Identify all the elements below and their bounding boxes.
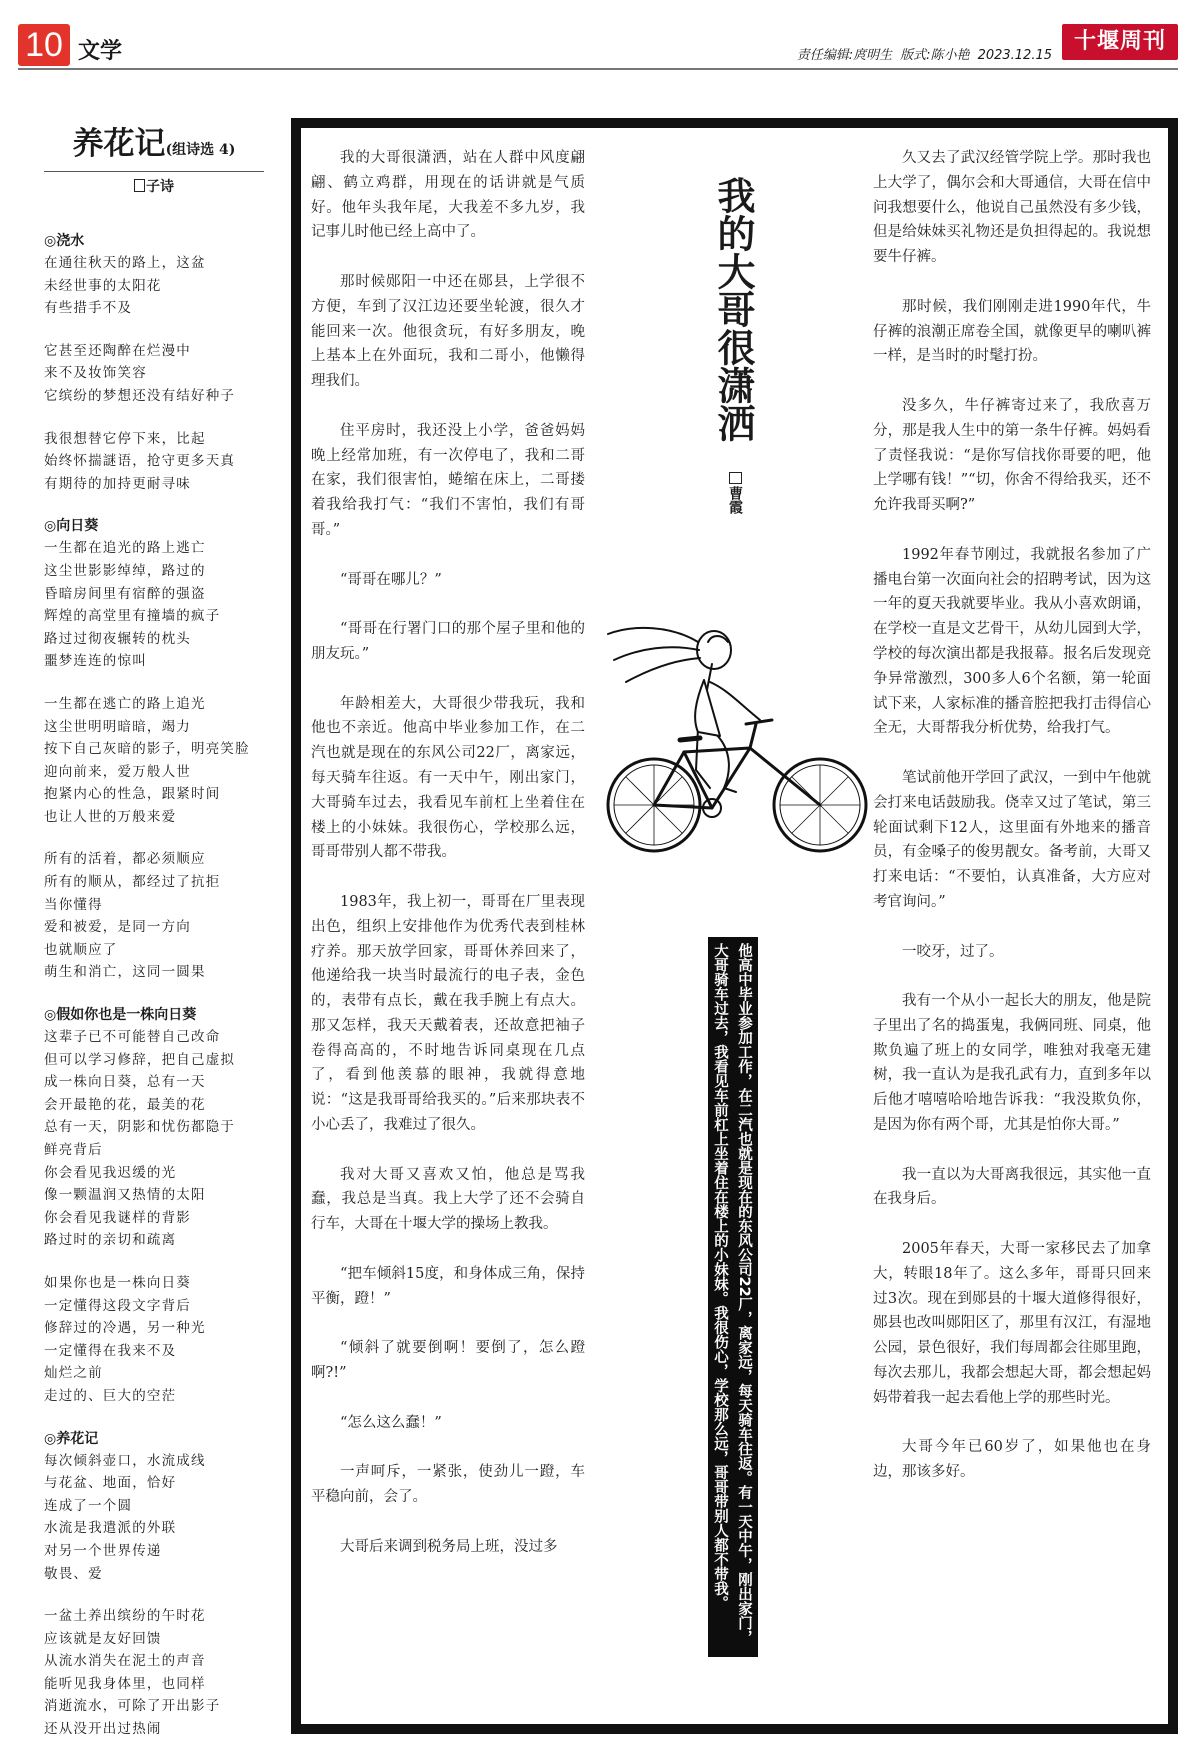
poem-line: 也就顺应了 bbox=[44, 941, 118, 958]
article-paragraph: 那时候郧阳一中还在郧县，上学很不方便，车到了汉江边还要坐轮渡，很久才能回来一次。他很贪玩，有好多朋友，晚上基本上在外面玩，我和二哥小，他懒得理我们。 bbox=[311, 273, 585, 390]
article-paragraph: 没多久，牛仔裤寄过来了，我欣喜万分，那是我人生中的第一条牛仔裤。妈妈看了责怪我说：“是你写信找你哥要的吧，他上学哪有钱！”“切，你舍不得给我买，还不允许我哥买啊?” bbox=[873, 397, 1151, 514]
masthead-logo: 十堰周刊 bbox=[1062, 24, 1178, 60]
article-paragraph: 我有一个从小一起长大的朋友，他是院子里出了名的捣蛋鬼，我俩同班、同桌，他欺负遍了班上的女同学，唯独对我毫无建树，我一直认为是我孔武有力，直到多年以后他才嘻嘻哈哈地告诉我：“我没欺负你，是因为你有两个哥，尤其是怕你大哥。” bbox=[873, 993, 1151, 1134]
poem-line: 能听见我身体里，也同样 bbox=[44, 1675, 206, 1692]
poem-subtitle: (组诗选 4) bbox=[165, 142, 236, 158]
poem-line: 如果你也是一株向日葵 bbox=[44, 1274, 191, 1291]
poem-line: 始终怀揣謎语，抢守更多天真 bbox=[44, 453, 236, 470]
poem-line: 水流是我遣派的外联 bbox=[44, 1520, 177, 1537]
poem-line: 还从没开出过热闹 bbox=[44, 1721, 162, 1738]
article-paragraph: 一咬牙，过了。 bbox=[902, 943, 1004, 960]
poem-line: 噩梦连连的惊叫 bbox=[44, 653, 147, 670]
poem-column bbox=[44, 118, 264, 1761]
article-title: 我的大哥很潇洒 bbox=[711, 176, 755, 442]
poem-line: 但可以学习修辞，把自己虚拟 bbox=[44, 1051, 236, 1068]
poem-line: 也让人世的万般来爱 bbox=[44, 808, 177, 825]
article-column-right bbox=[873, 146, 1151, 1510]
article-paragraph: 住平房时，我还没上小学，爸爸妈妈晚上经常加班，有一次停电了，我和二哥在家，我们很害怕，蜷缩在床上，二哥搂着我给我打气：“我们不害怕，我们有哥哥。” bbox=[311, 422, 585, 538]
article-paragraph: 1983年，我上初一，哥哥在厂里表现出色，组织上安排他作为优秀代表到桂林疗养。那天放学回家，哥哥休养回来了，他递给我一块当时最流行的电子表，金色的，表带有点长，戴在我手腕上有点大。那又怎样，我天天戴着表，还故意把袖子卷得高高的，不时地告诉同桌现在几点了，看到他羡慕的眼神，我就得意地说：“这是我哥哥给我买的。”后来那块表不小心丢了，我难过了很久。 bbox=[311, 893, 585, 1134]
article-paragraph: 大哥后来调到税务局上班，没过多 bbox=[340, 1538, 558, 1555]
poem-line: 敬畏、爱 bbox=[44, 1565, 103, 1582]
poem-line: 路过过彻夜辗转的枕头 bbox=[44, 630, 191, 647]
article-paragraph: “倾斜了就要倒啊！要倒了，怎么蹬啊?!” bbox=[311, 1340, 585, 1382]
article-paragraph: 那时候，我们刚刚走进1990年代，牛仔裤的浪潮正席卷全国，就像更早的喇叭裤一样，是当时的时髦打扮。 bbox=[873, 298, 1151, 365]
poem-line: 当你懂得 bbox=[44, 896, 103, 913]
poem-line: 这尘世影影绰绰，路过的 bbox=[44, 562, 206, 579]
poem-line: 有期待的加持更耐寻味 bbox=[44, 475, 191, 492]
poem-line: 一盆土养出缤纷的午时花 bbox=[44, 1608, 206, 1625]
girl-on-bicycle-illustration bbox=[600, 620, 875, 870]
poem-line: 对另一个世界传递 bbox=[44, 1542, 162, 1559]
poem-section-heading: ◎养花记 bbox=[44, 1430, 99, 1447]
article-column-left bbox=[311, 146, 585, 1584]
poem-line: 未经世事的太阳花 bbox=[44, 277, 162, 294]
poem-line: 会开最艳的花，最美的花 bbox=[44, 1096, 206, 1113]
poem-line: 走过的、巨大的空茫 bbox=[44, 1387, 177, 1404]
poem-stanza bbox=[44, 1026, 264, 1252]
poem-line: 来不及妆饰笑容 bbox=[44, 365, 147, 382]
poem-author bbox=[44, 176, 264, 196]
poem-stanza bbox=[44, 1272, 264, 1408]
poem-line: 成一株向日葵，总有一天 bbox=[44, 1074, 206, 1091]
pull-quote-box bbox=[708, 937, 758, 1657]
poem-line: 应该就是友好回馈 bbox=[44, 1630, 162, 1647]
article-author bbox=[725, 472, 745, 514]
poem-title-text: 养花记 bbox=[72, 126, 166, 162]
poem-line: 这尘世明明暗暗，竭力 bbox=[44, 718, 191, 735]
poem-line: 我很想替它停下来，比起 bbox=[44, 430, 206, 447]
article-paragraph: 大哥今年已60岁了，如果他也在身边，那该多好。 bbox=[873, 1439, 1151, 1481]
poem-section bbox=[44, 1428, 264, 1741]
poem-line: 总有一天，阴影和忧伤都隐于 bbox=[44, 1119, 236, 1136]
poem-line: 它缤纷的梦想还没有结好种子 bbox=[44, 387, 236, 404]
poem-line: 抱紧内心的性急，跟紧时间 bbox=[44, 786, 221, 803]
poem-line: 迎向前来，爱万般人世 bbox=[44, 763, 191, 780]
poem-section-heading: ◎假如你也是一株向日葵 bbox=[44, 1007, 197, 1024]
poem-line: 有些措手不及 bbox=[44, 300, 133, 317]
poem-line: 辉煌的高堂里有撞墙的疯子 bbox=[44, 608, 221, 625]
poem-stanza bbox=[44, 340, 264, 408]
poem-section-heading: ◎浇水 bbox=[44, 233, 85, 249]
poem-line: 与花盆、地面，恰好 bbox=[44, 1475, 177, 1492]
poem-line: 所有的活着，都必须顺应 bbox=[44, 851, 206, 868]
poem-line: 你会看见我谜样的背影 bbox=[44, 1209, 191, 1226]
poem-section bbox=[44, 230, 264, 495]
poem-line: 灿烂之前 bbox=[44, 1365, 103, 1382]
poem-stanza bbox=[44, 252, 264, 320]
article-paragraph: “把车倾斜15度，和身体成三角，保持平衡，蹬！” bbox=[311, 1265, 585, 1307]
poem-line: 路过时的亲切和疏离 bbox=[44, 1232, 177, 1249]
poem-line: 昏暗房间里有宿醉的强盗 bbox=[44, 585, 206, 602]
poem-line: 一定懂得这段文字背后 bbox=[44, 1297, 191, 1314]
editor-credit: 责任编辑:庹明生 bbox=[796, 48, 893, 63]
layout-credit: 版式:陈小艳 bbox=[900, 48, 970, 63]
poem-line: 按下自己灰暗的影子，明亮笑脸 bbox=[44, 741, 250, 758]
issue-date: 2023.12.15 bbox=[977, 48, 1052, 63]
poem-line: 爱和被爱，是同一方向 bbox=[44, 919, 191, 936]
poem-line: 你会看见我迟缓的光 bbox=[44, 1164, 177, 1181]
poem-line: 修辞过的冷遇，另一种光 bbox=[44, 1320, 206, 1337]
header-divider bbox=[18, 68, 1178, 70]
poem-line: 一定懂得在我来不及 bbox=[44, 1342, 177, 1359]
poem-stanza bbox=[44, 1450, 264, 1586]
poem-stanza bbox=[44, 693, 264, 829]
poem-author-name: 子诗 bbox=[146, 180, 174, 195]
poem-sections bbox=[44, 230, 264, 1741]
article-paragraph: “哥哥在行署门口的那个屋子里和他的朋友玩。” bbox=[311, 621, 585, 662]
article-paragraph: 年龄相差大，大哥很少带我玩，我和他也不亲近。他高中毕业参加工作，在二汽也就是现在的东风公司22厂，离家远，每天骑车往返。有一天中午，刚出家门，大哥骑车过去，我看见车前杠上坐着住在楼上的小妹妹。我很伤心，学校那么远，哥哥带别人都不带我。 bbox=[311, 695, 585, 861]
article-paragraph: 2005年春天，大哥一家移民去了加拿大，转眼18年了。这么多年，哥哥只回来过3次。现在到郧县的十堰大道修得很好，郧县也改叫郧阳区了，那里有汉江，有湿地公园，景色很好，我们每周都会往郧里跑，每次去那儿，我都会想起大哥，都会想起妈妈带着我一起去看他上学的那些时光。 bbox=[873, 1241, 1151, 1406]
poem-stanza bbox=[44, 848, 264, 984]
poem-line: 所有的顺从，都经过了抗拒 bbox=[44, 874, 221, 891]
section-title: 文学 bbox=[78, 39, 123, 64]
poem-line: 在通往秋天的路上，这盆 bbox=[44, 255, 206, 271]
poem-line: 它甚至还陶醉在烂漫中 bbox=[44, 342, 191, 359]
author-box-icon bbox=[729, 472, 742, 484]
article-paragraph: 我的大哥很潇洒，站在人群中风度翩翩、鹤立鸡群，用现在的话讲就是气质好。他年头我年尾，大我差不多九岁，我记事儿时他已经上高中了。 bbox=[311, 150, 585, 241]
article-paragraph: “哥哥在哪儿？” bbox=[340, 571, 442, 588]
article-paragraph: “怎么这么蠢！” bbox=[340, 1414, 442, 1431]
article-paragraph: 笔试前他开学回了武汉，一到中午他就会打来电话鼓励我。侥幸又过了笔试，第三轮面试剩下12人，这里面有外地来的播音员，有金嗓子的俊男靓女。备考前，大哥又打来电话：“不要怕，认真准备，大方应对考官询问。” bbox=[873, 769, 1151, 910]
poem-section-heading: ◎向日葵 bbox=[44, 518, 99, 535]
poem-title-divider bbox=[44, 171, 264, 172]
poem-line: 每次倾斜壶口，水流成线 bbox=[44, 1452, 206, 1469]
article-paragraph: 一声呵斥，一紧张，使劲儿一蹬，车平稳向前，会了。 bbox=[311, 1464, 585, 1506]
article-paragraph: 久又去了武汉经管学院上学。那时我也上大学了，偶尔会和大哥通信，大哥在信中问我想要什么，他说自己虽然没有多少钱，但是给妹妹买礼物还是负担得起的。我说想要牛仔裤。 bbox=[873, 150, 1151, 266]
page-number: 10 bbox=[18, 24, 70, 66]
credits-line bbox=[789, 44, 1052, 63]
poem-section bbox=[44, 1004, 264, 1408]
poem-line: 像一颗温润又热情的太阳 bbox=[44, 1187, 206, 1204]
poem-line: 一生都在逃亡的路上追光 bbox=[44, 695, 206, 712]
author-box-icon bbox=[134, 179, 145, 192]
article-paragraph: 我一直以为大哥离我很远，其实他一直在我身后。 bbox=[873, 1166, 1151, 1208]
poem-line: 这辈子已不可能替自己改命 bbox=[44, 1029, 221, 1046]
poem-title bbox=[44, 118, 264, 163]
article-paragraph: 我对大哥又喜欢又怕，他总是骂我蠢，我总是当真。我上大学了还不会骑自行车，大哥在十堰大学的操场上教我。 bbox=[311, 1166, 585, 1233]
poem-line: 连成了一个圆 bbox=[44, 1497, 133, 1514]
poem-line: 消逝流水，可除了开出影子 bbox=[44, 1698, 221, 1715]
page-header bbox=[18, 22, 1178, 70]
poem-line: 鲜亮背后 bbox=[44, 1142, 103, 1158]
poem-section bbox=[44, 515, 264, 984]
pull-quote-text: 他高中毕业参加工作，在二汽也就是现在的东风公司22厂，离家远，每天骑车往返。有一天中午，刚出家门，大哥骑车过去，我看见车前杠上坐着住在楼上的小妹妹。我很伤心，学校那么远，哥哥带别人都不带我。 bbox=[712, 943, 752, 1645]
poem-line: 一生都在追光的路上逃亡 bbox=[44, 540, 206, 557]
poem-line: 萌生和消亡，这同一圆果 bbox=[44, 964, 206, 981]
poem-stanza bbox=[44, 537, 264, 673]
poem-stanza bbox=[44, 428, 264, 496]
article-author-name: 曹霞 bbox=[727, 486, 743, 514]
article-paragraph: 1992年春节刚过，我就报名参加了广播电台第一次面向社会的招聘考试，因为这一年的夏天我就要毕业。我从小喜欢朗诵，在学校一直是文艺骨干，从幼儿园到大学，学校的每次演出都是我报幕。报名后发现竞争异常激烈，300多人6个名额，第一轮面试下来，人家标准的播音腔把我打击得信心全无，大哥帮我分析优势，给我打气。 bbox=[873, 546, 1151, 737]
poem-line: 从流水消失在泥土的声音 bbox=[44, 1653, 206, 1670]
poem-stanza bbox=[44, 1605, 264, 1741]
